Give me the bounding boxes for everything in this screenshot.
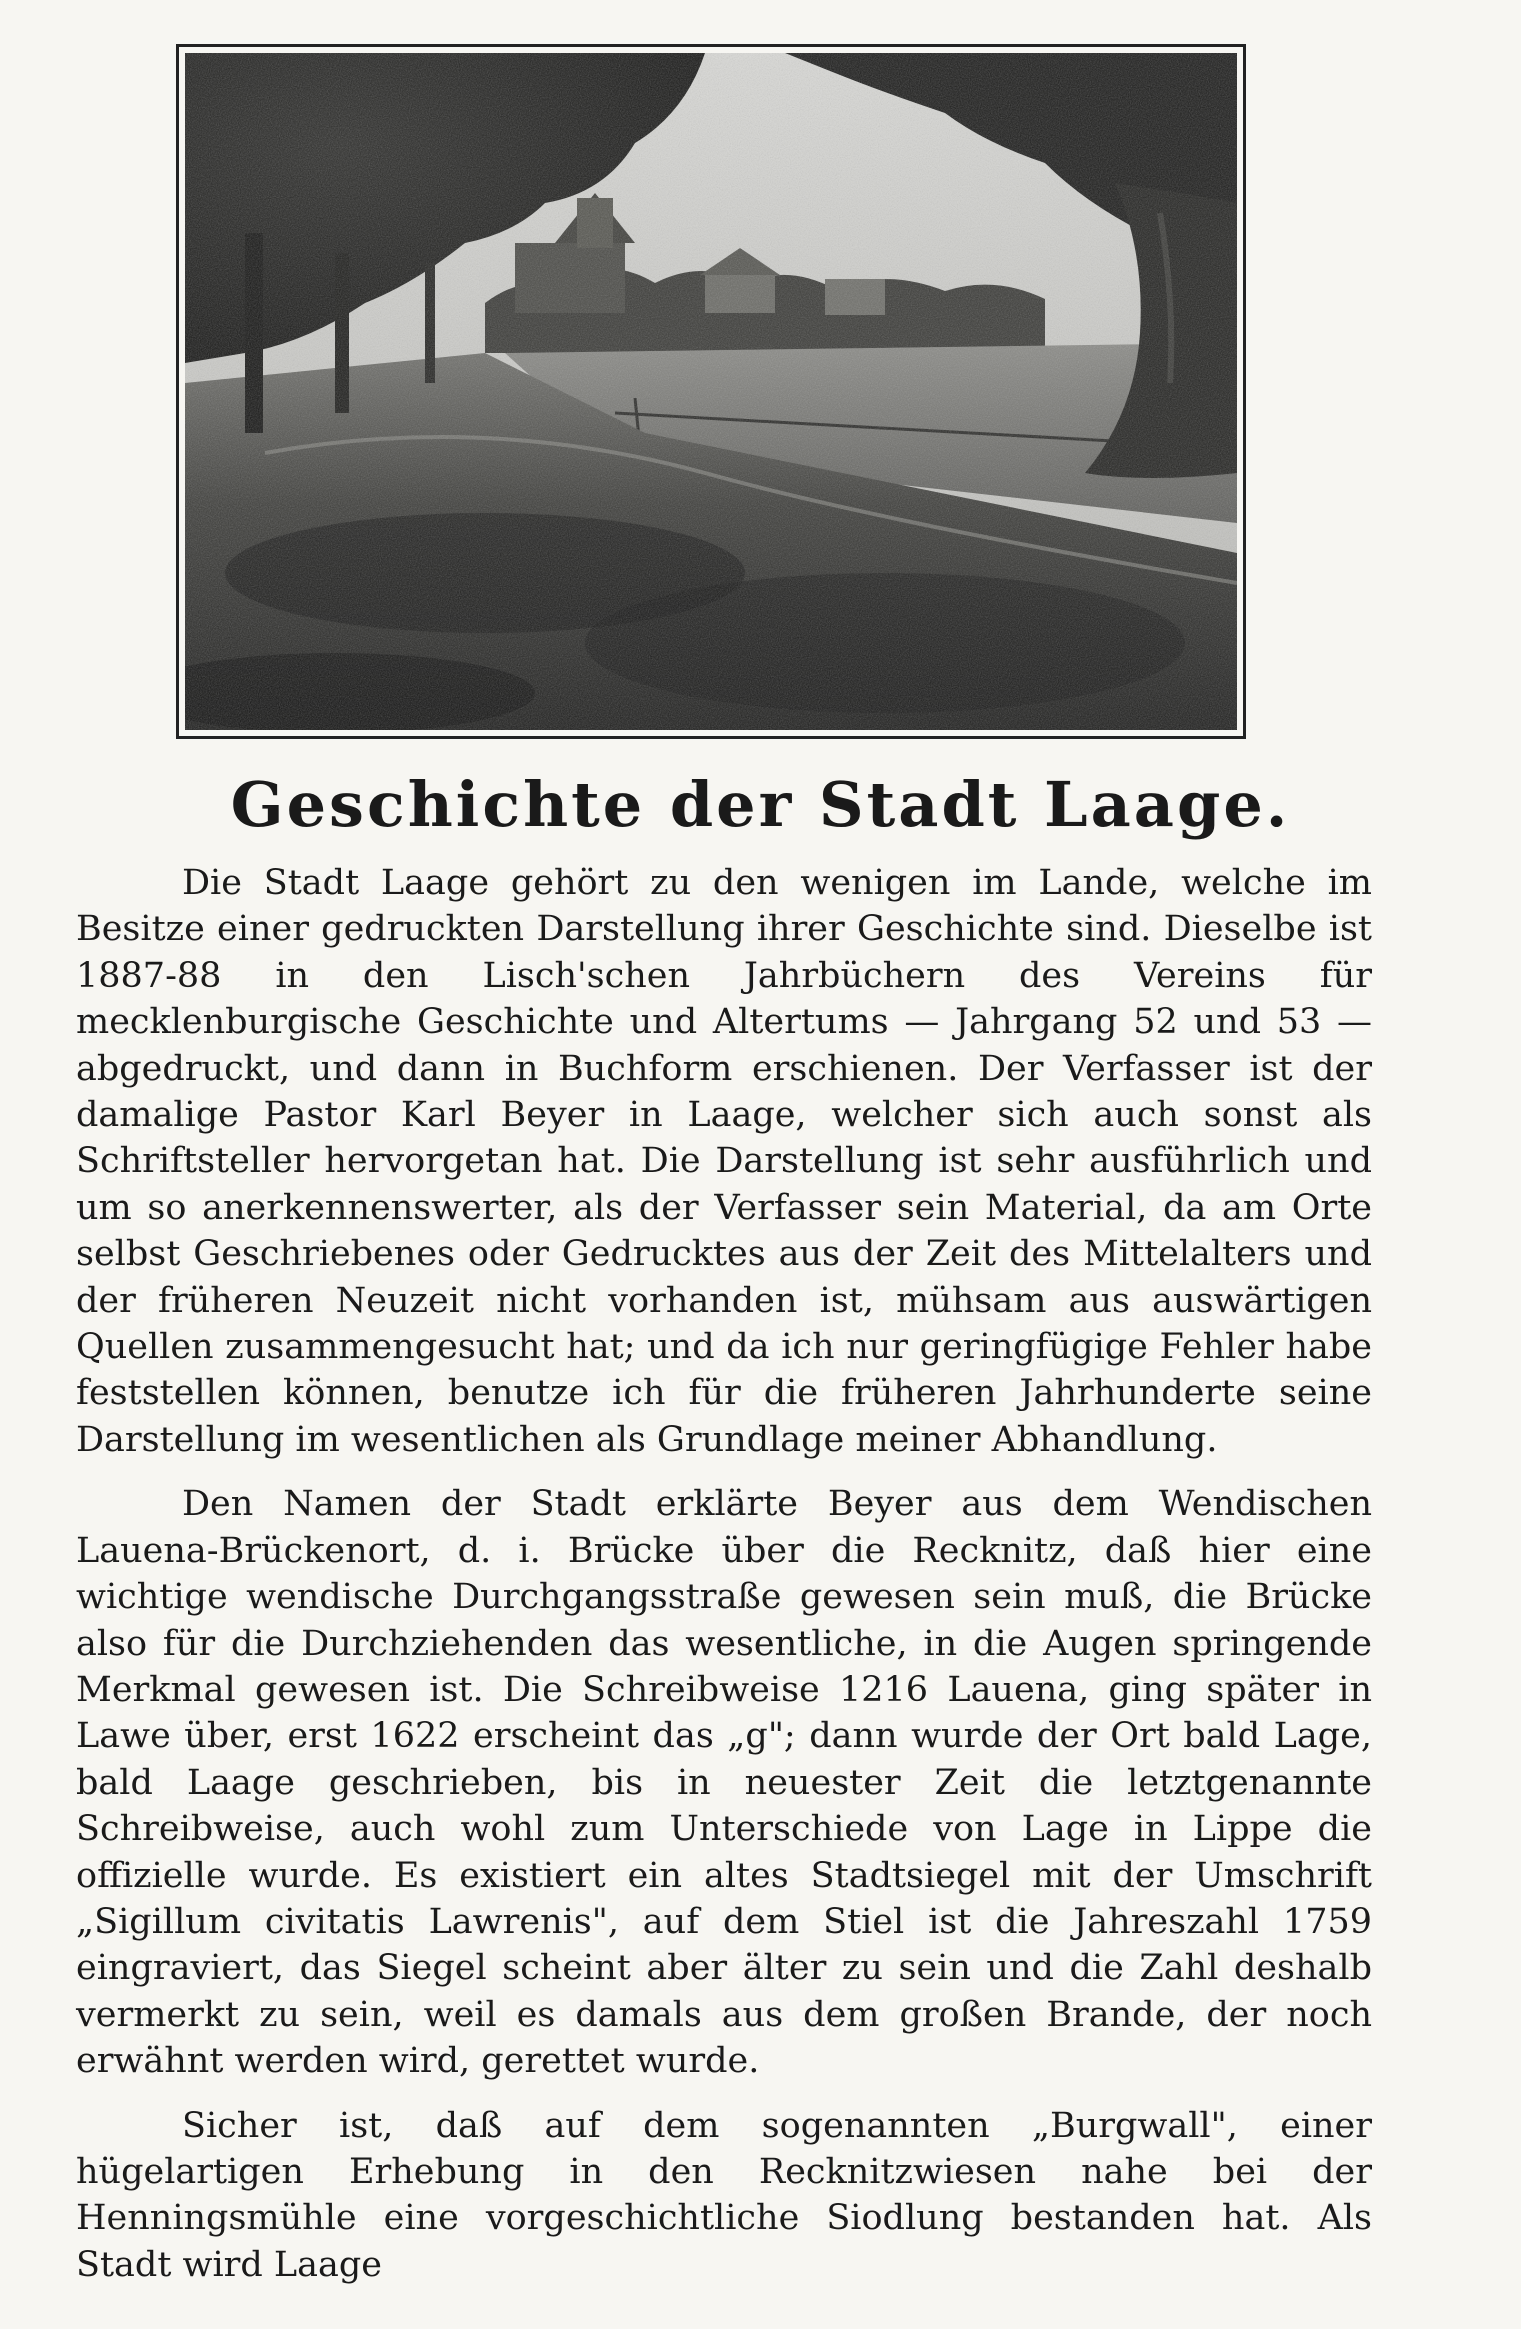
article-body bbox=[76, 860, 1372, 2288]
photograph-frame bbox=[176, 44, 1246, 739]
paragraph: Die Stadt Laage gehört zu den wenigen im Lande, welche im Besitze einer gedruckten Darstellung ihrer Geschichte sind. Dieselbe ist 1887-88 in den Lisch'schen Jahrbüchern des Vereins für mecklenburgische Geschichte und Altertums — Jahrgang 52 und 53 — abgedruckt, und dann in Buchform erschienen. Der Verfasser ist der damalige Pastor Karl Beyer in Laage, welcher sich auch sonst als Schriftsteller hervorgetan hat. Die Darstellung ist sehr ausführlich und um so anerkennenswerter, als der Verfasser sein Material, da am Orte selbst Geschriebenes oder Gedrucktes aus der Zeit des Mittelalters und der früheren Neuzeit nicht vorhanden ist, mühsam aus auswärtigen Quellen zusammengesucht hat; und da ich nur geringfügige Fehler habe feststellen können, benutze ich für die früheren Jahrhunderte seine Darstellung im wesentlichen als Grundlage meiner Abhandlung. bbox=[76, 863, 1372, 1460]
landscape-photograph bbox=[185, 53, 1237, 730]
page-title: Geschichte der Stadt Laage. bbox=[230, 768, 1291, 841]
paragraph: Den Namen der Stadt erklärte Beyer aus dem Wendischen Lauena-Brückenort, d. i. Brücke über die Recknitz, daß hier eine wichtige wendische Durchgangsstraße gewesen sein muß, die Brücke also für die Durchziehenden das wesentliche, in die Augen springende Merkmal gewesen ist. Die Schreibweise 1216 Lauena, ging später in Lawe über, erst 1622 erscheint das „g"; dann wurde der Ort bald Lage, bald Laage geschrieben, bis in neuester Zeit die letztgenannte Schreibweise, auch wohl zum Unterschiede von Lage in Lippe die offizielle wurde. Es existiert ein altes Stadtsiegel mit der Umschrift „Sigillum civitatis Lawrenis", auf dem Stiel ist die Jahreszahl 1759 eingraviert, das Siegel scheint aber älter zu sein und die Zahl deshalb vermerkt zu sein, weil es damals aus dem großen Brande, der noch erwähnt werden wird, gerettet wurde. bbox=[76, 1484, 1372, 2082]
paragraph: Sicher ist, daß auf dem sogenannten „Burgwall", einer hügelartigen Erhebung in den Recknitzwiesen nahe bei der Henningsmühle eine vorgeschichtliche Siodlung bestanden hat. Als Stadt wird Laage bbox=[76, 2105, 1372, 2285]
